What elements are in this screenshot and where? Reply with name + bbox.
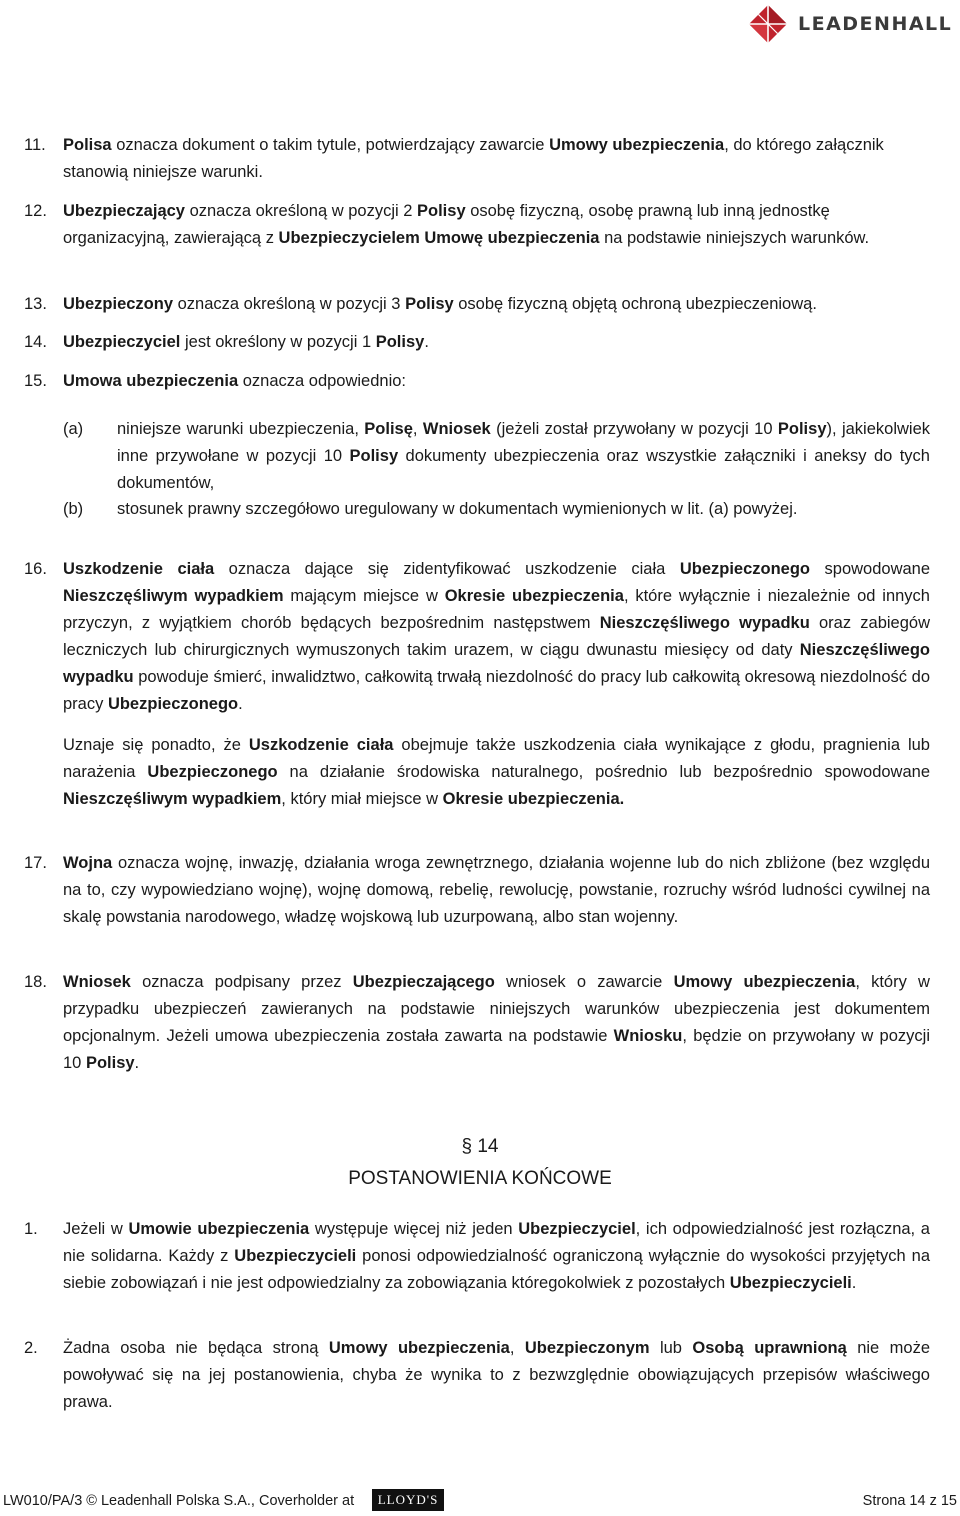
sub-item-a (63, 416, 930, 497)
defined-term: Polisa (63, 136, 112, 154)
text-run: mającym miejsce w (283, 587, 445, 605)
logo-text: LEADENHALL (798, 13, 953, 35)
defined-term: Umowy ubezpieczenia (328, 1339, 510, 1357)
defined-term: Nieszczęśliwego wypadku (63, 641, 930, 686)
item-number: 2. (24, 1339, 38, 1357)
leadenhall-logo (748, 4, 960, 44)
defined-term: Ubezpieczycieli (234, 1247, 357, 1265)
text-run: , który miał miejsce w (281, 790, 443, 808)
sub-item-b (63, 496, 930, 523)
defined-term: Osobą uprawnioną (692, 1339, 847, 1357)
definition-item-16-paragraph-2 (24, 732, 930, 813)
item-text (63, 329, 930, 356)
text-run: powoduje śmierć, inwalidztwo, całkowitą trwałą niezdolność do pracy lub całkowitą okresową niezdolność do pracy (63, 668, 930, 713)
item-text (63, 1216, 930, 1297)
defined-term: Ubezpieczający (63, 202, 185, 220)
item-number: 1. (24, 1220, 38, 1238)
text-run: spowodowane (810, 560, 931, 578)
sub-item-label: (a) (63, 420, 84, 438)
item-text (63, 556, 930, 718)
item-text (63, 132, 930, 186)
defined-term: Ubezpieczycielem Umowę ubezpieczenia (278, 229, 600, 247)
defined-term: Wniosek (63, 973, 131, 991)
text-run: stosunek prawny szczegółowo uregulowany w dokumentach wymienionych w lit. (a) powyżej. (117, 500, 798, 518)
text-run: Uznaje się ponadto, że (63, 736, 249, 754)
item-text (63, 368, 930, 395)
definition-item-16 (24, 556, 930, 718)
sub-item-text (117, 496, 930, 523)
defined-term: Umowy ubezpieczenia (549, 136, 725, 154)
definition-item-18 (24, 969, 930, 1077)
leadenhall-logo-mark-icon (748, 4, 788, 44)
text-run: Jeżeli w (63, 1220, 129, 1238)
sub-item-text (117, 416, 930, 497)
item-number: 11. (24, 136, 46, 154)
provision-item-1 (24, 1216, 930, 1297)
text-run: na podstawie niniejszych warunków. (599, 229, 870, 247)
text-run: ponosi odpowiedzialność ograniczoną wyłącznie do wysokości przyjętych na siebie zobowiązań i nie jest odpowiedzialny za zobowiązania któregokolwiek z pozostałych (63, 1247, 930, 1292)
page-number: Strona 14 z 15 (862, 1493, 957, 1509)
text-run: lub (649, 1339, 693, 1357)
defined-term: Ubezpieczonym (524, 1339, 650, 1357)
defined-term: Ubezpieczycieli (729, 1274, 852, 1292)
text-run: niniejsze warunki ubezpieczenia, (117, 420, 365, 438)
defined-term: Polisy (375, 333, 425, 351)
text-run: oznacza dokument o takim tytule, potwierdzający zawarcie (111, 136, 550, 154)
item-text (63, 1335, 930, 1416)
item-number: 12. (24, 202, 47, 220)
text-run: , który w przypadku ubezpieczeń zawieranych na podstawie niniejszych warunków ubezpieczenia jest dokumentem opcjonalnym. Jeżeli umowa ubezpieczenia została zawarta na podstawie (63, 973, 930, 1045)
text-run: wniosek o zawarcie (494, 973, 674, 991)
text-run: oznacza podpisany przez (130, 973, 353, 991)
page-footer (0, 1489, 960, 1515)
definition-item-17 (24, 850, 930, 931)
defined-term: Polisy (417, 202, 466, 220)
text-run: . (238, 695, 243, 713)
defined-term: Wniosku (613, 1027, 683, 1045)
item-text (63, 198, 930, 252)
section-number: § 14 (461, 1136, 499, 1157)
item-number: 17. (24, 854, 47, 872)
text-run: osobę fizyczną, osobę prawną lub inną jednostkę organizacyjną, zawierającą z (63, 202, 830, 247)
defined-term: Okresie ubezpieczenia (444, 587, 624, 605)
text-run: występuje więcej niż jeden (309, 1220, 519, 1238)
text-run: , do którego załącznik stanowią niniejsze warunki. (63, 136, 884, 181)
text-run: . (424, 333, 429, 351)
item-text (63, 732, 930, 813)
definition-item-11 (24, 132, 930, 186)
text-run: jest określony w pozycji 1 (180, 333, 376, 351)
text-run: oznacza określoną w pozycji 2 (184, 202, 418, 220)
text-run: . (851, 1274, 857, 1292)
item-number: 14. (24, 333, 47, 351)
text-run: dokumenty ubezpieczenia oraz wszystkie załączniki i aneksy do tych dokumentów, (117, 447, 930, 492)
defined-term: Polisy (405, 295, 454, 313)
sub-item-label: (b) (63, 500, 84, 518)
text-run: ), jakiekolwiek inne przywołane w pozycji 10 (117, 420, 931, 465)
defined-term: Umowie ubezpieczenia (128, 1220, 310, 1238)
text-run: oznacza dające się zidentyfikować uszkodzenie ciała (214, 560, 680, 578)
defined-term: Nieszczęśliwego wypadku (599, 614, 810, 632)
item-number: 13. (24, 295, 47, 313)
text-run: , będzie on przywołany w pozycji 10 (63, 1027, 930, 1072)
item-number: 15. (24, 372, 47, 390)
item-number: 16. (24, 560, 47, 578)
lloyds-badge: LLOYD'S (372, 1489, 444, 1511)
text-run: , (412, 420, 423, 438)
item-number: 18. (24, 973, 47, 991)
text-run: oraz zabiegów leczniczych lub chirurgicznych wymuszonych takim urazem, w ciągu dwunastu miesięcy od daty (63, 614, 931, 659)
text-run: , (509, 1339, 525, 1357)
defined-term: Ubezpieczony (63, 295, 174, 313)
section-title: POSTANOWIENIA KOŃCOWE (348, 1168, 612, 1189)
text-run: oznacza wojnę, inwazję, działania wroga zewnętrznego, działania wojenne lub do nich zbliżone (bez względu na to, czy wypowiedziano wojnę), wojnę domową, rebelię, rewolucję, powstanie, rozruchy wśród ludności cywilnej na skalę powstania narodowego, władzę wojskową lub uzurpowaną, albo stan wojenny. (63, 854, 930, 926)
item-text (63, 291, 930, 318)
defined-term: Polisę (364, 420, 413, 438)
definition-item-14 (24, 329, 930, 356)
text-run: (jeżeli został przywołany w pozycji 10 (490, 420, 778, 438)
text-run: nie może powoływać się na jej postanowienia, chyba że wynika to z bezwzględnie obowiązujących przepisów właściwego prawa. (63, 1339, 930, 1411)
text-run: Żadna osoba nie będąca stroną (63, 1339, 329, 1357)
defined-term: Ubezpieczonego (107, 695, 239, 713)
defined-term: Umowy ubezpieczenia (673, 973, 856, 991)
defined-term: Okresie ubezpieczenia. (442, 790, 625, 808)
provision-item-2 (24, 1335, 930, 1416)
text-run: oznacza odpowiednio: (238, 372, 407, 390)
text-run: osobę fizyczną objętą ochroną ubezpieczeniową. (453, 295, 817, 313)
text-run: . (134, 1054, 140, 1072)
defined-term: Polisy (349, 447, 399, 465)
defined-term: Ubezpieczonego (679, 560, 811, 578)
defined-term: Polisy (85, 1054, 135, 1072)
defined-term: Wojna (63, 854, 113, 872)
defined-term: Ubezpieczającego (352, 973, 495, 991)
defined-term: Uszkodzenie ciała (63, 560, 215, 578)
defined-term: Ubezpieczyciel (63, 333, 181, 351)
text-run: oznacza określoną w pozycji 3 (173, 295, 406, 313)
defined-term: Uszkodzenie ciała (248, 736, 394, 754)
defined-term: Polisy (777, 420, 827, 438)
item-text (63, 969, 930, 1077)
text-run: na działanie środowiska naturalnego, pośrednio lub bezpośrednio spowodowane (277, 763, 930, 781)
defined-term: Nieszczęśliwym wypadkiem (63, 587, 284, 605)
defined-term: Nieszczęśliwym wypadkiem (63, 790, 282, 808)
defined-term: Umowa ubezpieczenia (63, 372, 239, 390)
defined-term: Ubezpieczonego (147, 763, 278, 781)
defined-term: Ubezpieczyciel (518, 1220, 636, 1238)
text-run: obejmuje także uszkodzenia ciała wynikające z głodu, pragnienia lub narażenia (63, 736, 930, 781)
definition-item-12 (24, 198, 930, 252)
text-run: , które wyłącznie i niezależnie od innych przyczyn, z wyjątkiem chorób będących bezpośrednim następstwem (63, 587, 930, 632)
footer-copyright: LW010/PA/3 © Leadenhall Polska S.A., Coverholder at (3, 1493, 355, 1509)
item-text (63, 850, 930, 931)
text-run: , ich odpowiedzialność jest rozłączna, a nie solidarna. Każdy z (63, 1220, 930, 1265)
definition-item-15 (24, 368, 930, 395)
definition-item-13 (24, 291, 930, 318)
defined-term: Wniosek (422, 420, 491, 438)
